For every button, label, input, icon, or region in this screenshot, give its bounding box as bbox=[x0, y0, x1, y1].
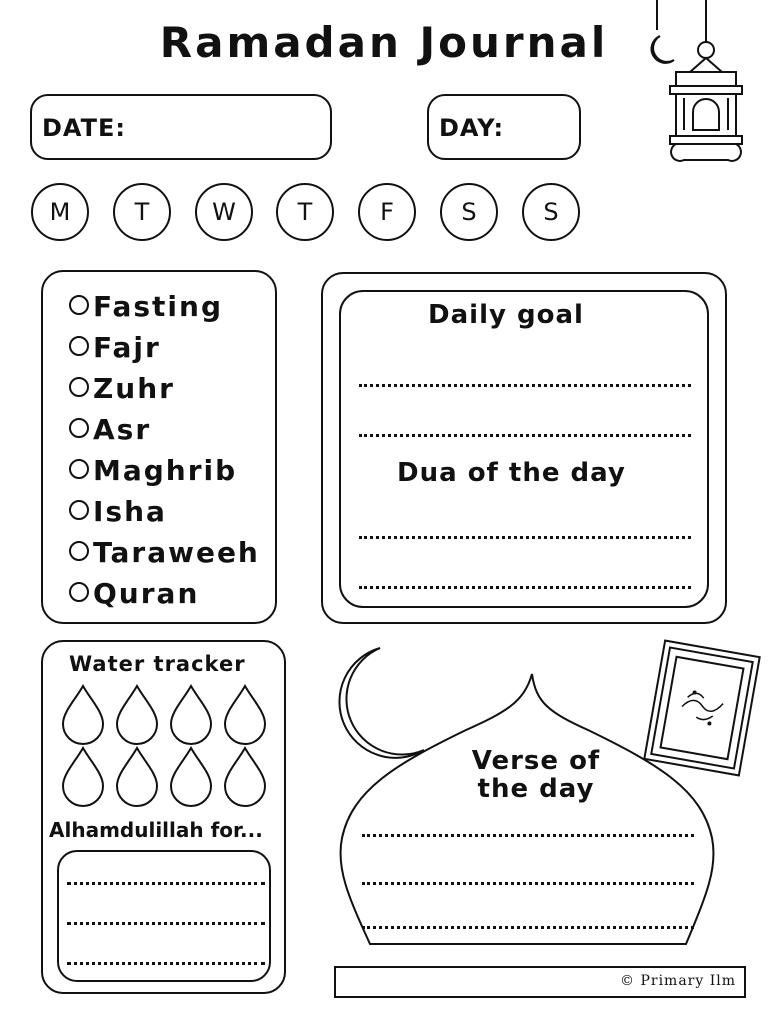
water-drop-icon[interactable] bbox=[225, 686, 265, 744]
dua-line-2[interactable] bbox=[359, 586, 691, 589]
water-drop-icon[interactable] bbox=[63, 748, 103, 806]
verse-title-line-2: the day bbox=[477, 774, 595, 804]
day-label: DAY: bbox=[439, 114, 505, 142]
water-drop-icon[interactable] bbox=[117, 686, 157, 744]
date-field[interactable] bbox=[30, 94, 332, 160]
daily-goal-outer bbox=[321, 272, 727, 624]
daily-goal-line-2[interactable] bbox=[359, 434, 691, 437]
checklist-item-taraweeh[interactable]: Taraweeh bbox=[69, 536, 260, 569]
water-tracker-title: Water tracker bbox=[69, 652, 246, 676]
checkbox-circle-icon bbox=[69, 418, 89, 438]
daily-goal-title: Daily goal bbox=[428, 300, 584, 330]
checkbox-circle-icon bbox=[69, 541, 89, 561]
weekday-sunday[interactable]: S bbox=[522, 183, 580, 241]
prayer-checklist bbox=[41, 270, 277, 624]
checklist-item-zuhr[interactable]: Zuhr bbox=[69, 372, 175, 405]
water-drop-icon[interactable] bbox=[225, 748, 265, 806]
weekday-saturday[interactable]: S bbox=[440, 183, 498, 241]
weekday-friday[interactable]: F bbox=[358, 183, 416, 241]
verse-line-2[interactable] bbox=[362, 882, 694, 885]
water-drops bbox=[61, 684, 271, 804]
daily-goal-line-1[interactable] bbox=[359, 384, 691, 387]
water-drop-icon[interactable] bbox=[171, 686, 211, 744]
checklist-item-maghrib[interactable]: Maghrib bbox=[69, 454, 237, 487]
lantern-icon bbox=[630, 0, 760, 170]
checkbox-circle-icon bbox=[69, 459, 89, 479]
checklist-item-fasting[interactable]: Fasting bbox=[69, 290, 223, 323]
date-label: DATE: bbox=[42, 114, 126, 142]
gratitude-line-2[interactable] bbox=[67, 922, 265, 925]
gratitude-title: Alhamdulillah for... bbox=[49, 818, 263, 842]
dua-line-1[interactable] bbox=[359, 536, 691, 539]
weekday-wednesday[interactable]: W bbox=[195, 183, 253, 241]
gratitude-panel bbox=[57, 850, 271, 982]
water-tracker-box bbox=[41, 640, 286, 994]
checklist-item-quran[interactable]: Quran bbox=[69, 577, 199, 610]
water-drop-icon[interactable] bbox=[117, 748, 157, 806]
copyright-text: © Primary Ilm bbox=[620, 973, 736, 989]
checkbox-circle-icon bbox=[69, 500, 89, 520]
gratitude-line-1[interactable] bbox=[67, 882, 265, 885]
checkbox-circle-icon bbox=[69, 295, 89, 315]
verse-title-line-1: Verse of bbox=[471, 746, 601, 776]
dua-title: Dua of the day bbox=[397, 458, 626, 488]
weekday-monday[interactable]: M bbox=[31, 183, 89, 241]
weekday-thursday[interactable]: T bbox=[276, 183, 334, 241]
gratitude-line-3[interactable] bbox=[67, 962, 265, 965]
verse-line-1[interactable] bbox=[362, 834, 694, 837]
water-drop-icon[interactable] bbox=[63, 686, 103, 744]
day-field[interactable] bbox=[427, 94, 581, 160]
footer-bar bbox=[334, 966, 746, 998]
checklist-item-isha[interactable]: Isha bbox=[69, 495, 167, 528]
checklist-item-asr[interactable]: Asr bbox=[69, 413, 151, 446]
daily-goal-panel bbox=[339, 290, 709, 608]
page-title: Ramadan Journal bbox=[159, 18, 609, 67]
weekday-tuesday[interactable]: T bbox=[113, 183, 171, 241]
verse-line-3[interactable] bbox=[362, 926, 694, 929]
checklist-item-fajr[interactable]: Fajr bbox=[69, 331, 161, 364]
checkbox-circle-icon bbox=[69, 336, 89, 356]
checkbox-circle-icon bbox=[69, 377, 89, 397]
mosque-dome-shape bbox=[336, 672, 718, 948]
checkbox-circle-icon bbox=[69, 582, 89, 602]
water-drop-icon[interactable] bbox=[171, 748, 211, 806]
